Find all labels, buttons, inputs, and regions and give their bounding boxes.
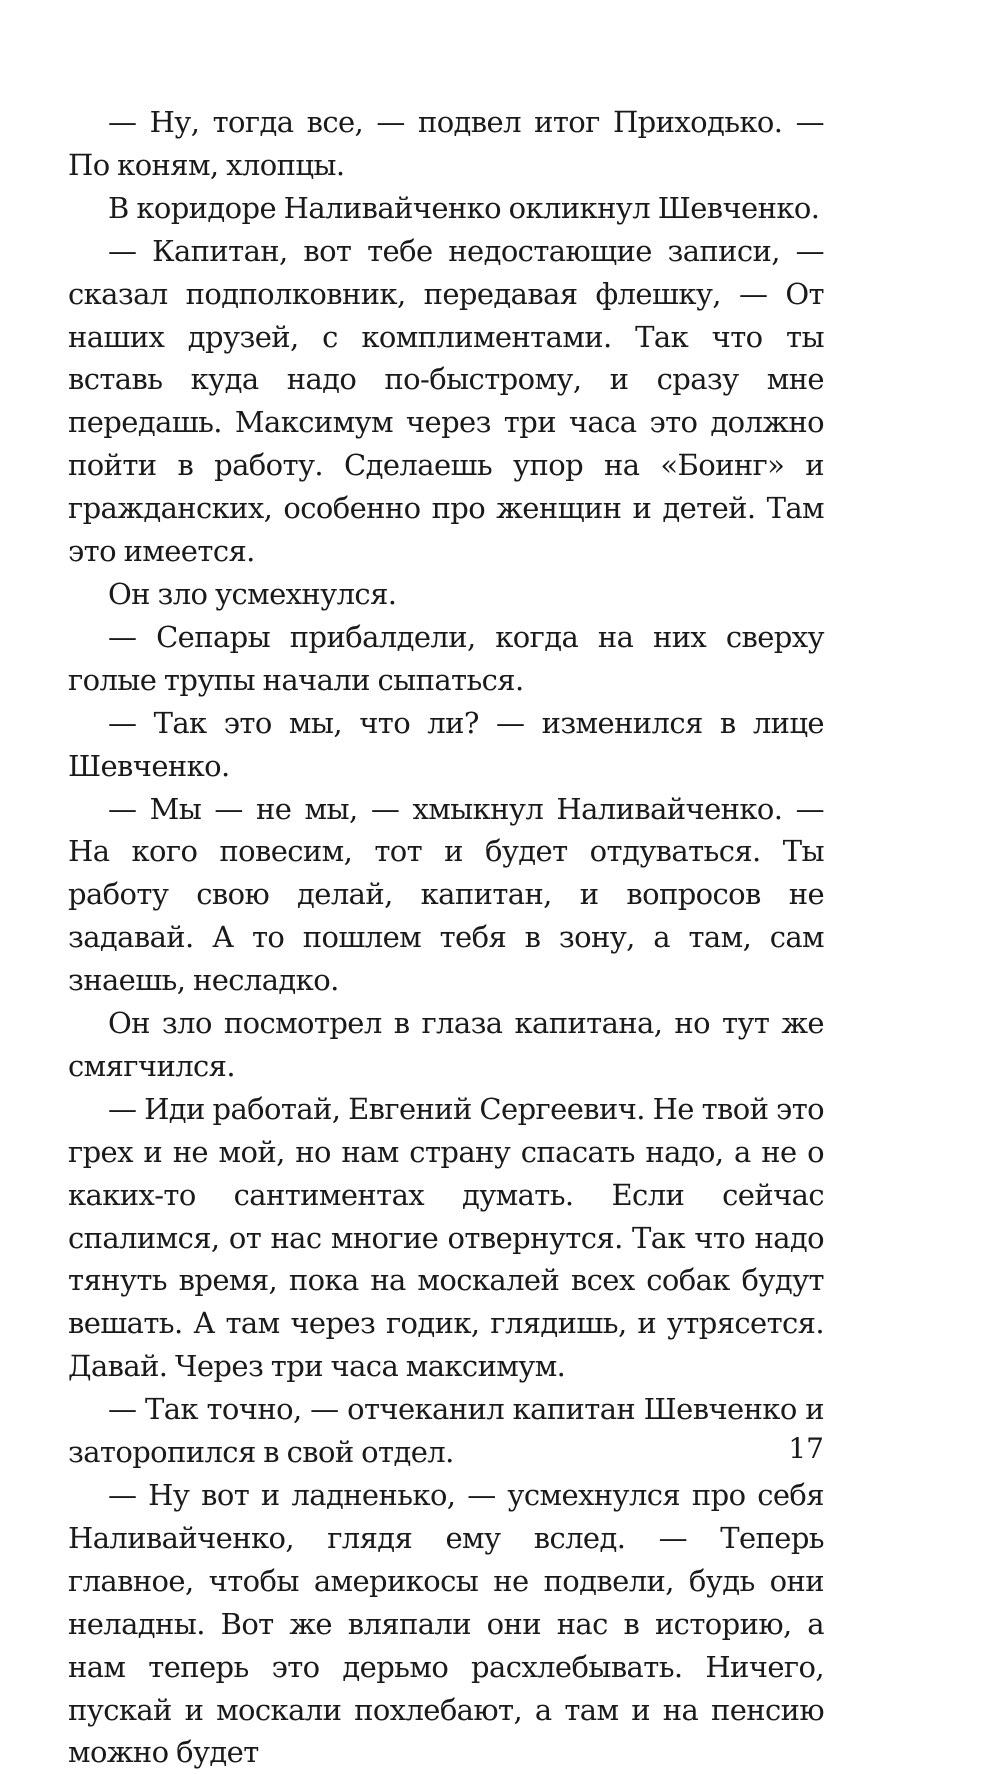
paragraph: — Ну вот и ладненько, — усмехнулся про себя Наливайченко, глядя ему вслед. — Теперь главное, чтобы америкосы не подвели, будь они неладны. Вот же вляпали они нас в историю, а нам теперь это дерьмо расхлебывать. Ничего, пускай и москали похлебают, а там и на пенсию можно будет: [68, 1478, 824, 1770]
paragraph: Он зло усмехнулся.: [108, 576, 397, 611]
paragraph: — Сепары прибалдели, когда на них сверху голые трупы начали сыпаться.: [68, 619, 824, 697]
page-number: 17: [788, 1432, 824, 1465]
paragraph: — Так точно, — отчеканил капитан Шевченко и заторопился в свой отдел.: [68, 1392, 824, 1470]
body-text: [68, 101, 824, 1774]
paragraph: В коридоре Наливайченко окликнул Шевченко.: [108, 190, 820, 225]
paragraph: — Ну, тогда все, — подвел итог Приходько. — По коням, хлопцы.: [68, 105, 824, 182]
paragraph: — Так это мы, что ли? — изменился в лице Шевченко.: [68, 705, 824, 783]
paragraph: — Мы — не мы, — хмыкнул Наливайченко. — На кого повесим, тот и будет отдуваться. Ты работу свою делай, капитан, и вопросов не задавай. А то пошлем тебя в зону, а там, сам знаешь, несладко.: [68, 791, 824, 998]
paragraph: Он зло посмотрел в глаза капитана, но тут же смягчился.: [68, 1006, 824, 1083]
paragraph: — Иди работай, Евгений Сергеевич. Не твой это грех и не мой, но нам страну спасать надо, а не о каких-то сантиментах думать. Если сейчас спалимся, от нас многие отвернутся. Так что надо тянуть время, пока на москалей всех собак будут вешать. А там через годик, глядишь, и утрясется. Давай. Через три часа максимум.: [68, 1091, 824, 1384]
paragraph: — Капитан, вот тебе недостающие записи, — сказал подполковник, передавая флешку, — От наших друзей, с комплиментами. Так что ты вставь куда надо по-быстрому, и сразу мне передашь. Максимум через три часа это должно пойти в работу. Сделаешь упор на «Боинг» и гражданских, особенно про женщин и детей. Там это имеется.: [68, 233, 824, 569]
